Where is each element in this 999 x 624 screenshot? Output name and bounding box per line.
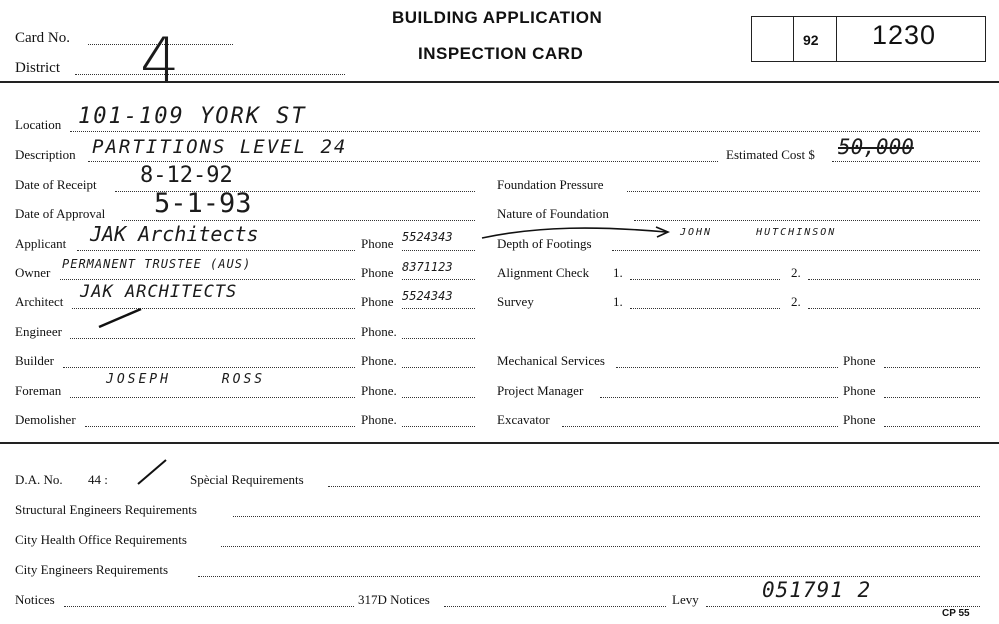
depth-footings-value: JOHN HUTCHINSON [680, 227, 837, 238]
engineer-phone-field[interactable] [402, 338, 475, 339]
description-field[interactable] [88, 161, 718, 162]
survey-label: Survey [497, 294, 534, 309]
depth-footings-label: Depth of Footings [497, 236, 592, 251]
architect-phone-label: Phone [361, 294, 394, 309]
excavator-phone-field[interactable] [884, 426, 980, 427]
architect-label: Architect [15, 294, 64, 309]
engineer-label: Engineer [15, 324, 62, 339]
description-label: Description [15, 147, 76, 162]
survey-1-field[interactable] [630, 308, 780, 309]
health-label: City Health Office Requirements [15, 532, 187, 547]
architect-phone: 5524343 [402, 289, 453, 303]
owner-label: Owner [15, 265, 51, 280]
date-approval-field[interactable] [122, 220, 475, 221]
depth-footings-field[interactable] [612, 250, 980, 251]
levy-value: 051791 2 [762, 578, 872, 602]
description-value: PARTITIONS LEVEL 24 [92, 136, 348, 158]
date-approval-value: 5-1-93 [154, 188, 252, 219]
builder-phone-label: Phone. [361, 353, 397, 368]
card-no-label: Card No. [15, 30, 70, 46]
structural-field[interactable] [233, 516, 980, 517]
survey-1-label: 1. [613, 294, 623, 309]
foreman-phone-label: Phone. [361, 383, 397, 398]
demolisher-phone-field[interactable] [402, 426, 475, 427]
demolisher-phone-label: Phone. [361, 412, 397, 427]
builder-label: Builder [15, 353, 54, 368]
alignment-1-field[interactable] [630, 279, 780, 280]
engineer-stroke [95, 305, 145, 330]
foreman-phone-field[interactable] [402, 397, 475, 398]
builder-phone-field[interactable] [402, 367, 475, 368]
demolisher-field[interactable] [85, 426, 355, 427]
box-divider-2 [836, 16, 837, 62]
architect-phone-field[interactable] [402, 308, 475, 309]
section-rule [0, 442, 999, 444]
alignment-2-field[interactable] [808, 279, 980, 280]
box-divider-1 [793, 16, 794, 62]
foundation-pressure-label: Foundation Pressure [497, 177, 604, 192]
estimated-cost-value: 50,000 [838, 135, 914, 159]
card-year: 92 [803, 32, 819, 48]
applicant-label: Applicant [15, 236, 67, 251]
survey-2-label: 2. [791, 294, 801, 309]
applicant-field[interactable] [77, 250, 355, 251]
estimated-cost-field[interactable] [832, 161, 980, 162]
owner-phone-label: Phone [361, 265, 394, 280]
survey-2-field[interactable] [808, 308, 980, 309]
mechanical-phone-field[interactable] [884, 367, 980, 368]
owner-phone-field[interactable] [402, 279, 475, 280]
arrow-icon [478, 222, 678, 244]
excavator-label: Excavator [497, 412, 550, 427]
district-field[interactable] [75, 74, 345, 75]
date-approval-label: Date of Approval [15, 206, 106, 221]
engineer-phone-label: Phone. [361, 324, 397, 339]
owner-phone: 8371123 [402, 260, 453, 274]
applicant-phone-label: Phone [361, 236, 394, 251]
applicant-value: JAK Architects [90, 222, 259, 246]
special-requirements-label: Spècial Requirements [190, 472, 304, 487]
foundation-pressure-field[interactable] [627, 191, 980, 192]
city-engineers-field[interactable] [198, 576, 980, 577]
card-number: 1230 [872, 20, 937, 50]
owner-field[interactable] [60, 279, 355, 280]
estimated-cost-label: Estimated Cost $ [726, 147, 815, 162]
applicant-phone-field[interactable] [402, 250, 475, 251]
nature-foundation-field[interactable] [634, 220, 980, 221]
owner-value: PERMANENT TRUSTEE (AUS) [62, 257, 252, 271]
alignment-2-label: 2. [791, 265, 801, 280]
builder-field[interactable] [63, 367, 355, 368]
date-receipt-label: Date of Receipt [15, 177, 97, 192]
levy-label: Levy [672, 592, 699, 607]
levy-field[interactable] [706, 606, 980, 607]
notices-label: Notices [15, 592, 55, 607]
mechanical-label: Mechanical Services [497, 353, 605, 368]
mechanical-field[interactable] [616, 367, 838, 368]
engineer-field[interactable] [70, 338, 355, 339]
foreman-value: JOSEPH ROSS [106, 372, 266, 387]
card-number-box [751, 16, 986, 62]
city-engineers-label: City Engineers Requirements [15, 562, 169, 577]
title-line1: BUILDING APPLICATION [392, 8, 603, 27]
mechanical-phone-label: Phone [843, 353, 876, 368]
architect-value: JAK ARCHITECTS [80, 282, 238, 302]
excavator-phone-label: Phone [843, 412, 876, 427]
notices-317d-field[interactable] [444, 606, 666, 607]
project-manager-label: Project Manager [497, 383, 584, 398]
location-label: Location [15, 117, 62, 132]
project-manager-phone-label: Phone [843, 383, 876, 398]
header-rule [0, 81, 999, 83]
da-no-label: D.A. No. [15, 472, 63, 487]
date-receipt-value: 8-12-92 [140, 163, 233, 188]
nature-foundation-label: Nature of Foundation [497, 206, 609, 221]
da-no-stroke [132, 456, 172, 488]
foreman-field[interactable] [70, 397, 355, 398]
structural-label: Structural Engineers Requirements [15, 502, 197, 517]
location-value: 101-109 YORK ST [78, 104, 307, 129]
alignment-check-label: Alignment Check [497, 265, 590, 280]
demolisher-label: Demolisher [15, 412, 76, 427]
foreman-label: Foreman [15, 383, 62, 398]
title-line2: INSPECTION CARD [418, 44, 584, 63]
location-field[interactable] [70, 131, 980, 132]
district-label: District [15, 60, 60, 76]
notices-field[interactable] [64, 606, 354, 607]
da-no-value: 44 : [88, 472, 108, 487]
special-requirements-field[interactable] [328, 486, 980, 487]
form-code: CP 55 [942, 608, 970, 619]
district-value: 4 [140, 24, 180, 97]
project-manager-phone-field[interactable] [884, 397, 980, 398]
excavator-field[interactable] [562, 426, 838, 427]
alignment-1-label: 1. [613, 265, 623, 280]
applicant-phone: 5524343 [402, 230, 453, 244]
health-field[interactable] [221, 546, 980, 547]
project-manager-field[interactable] [600, 397, 838, 398]
notices-317d-label: 317D Notices [358, 592, 430, 607]
